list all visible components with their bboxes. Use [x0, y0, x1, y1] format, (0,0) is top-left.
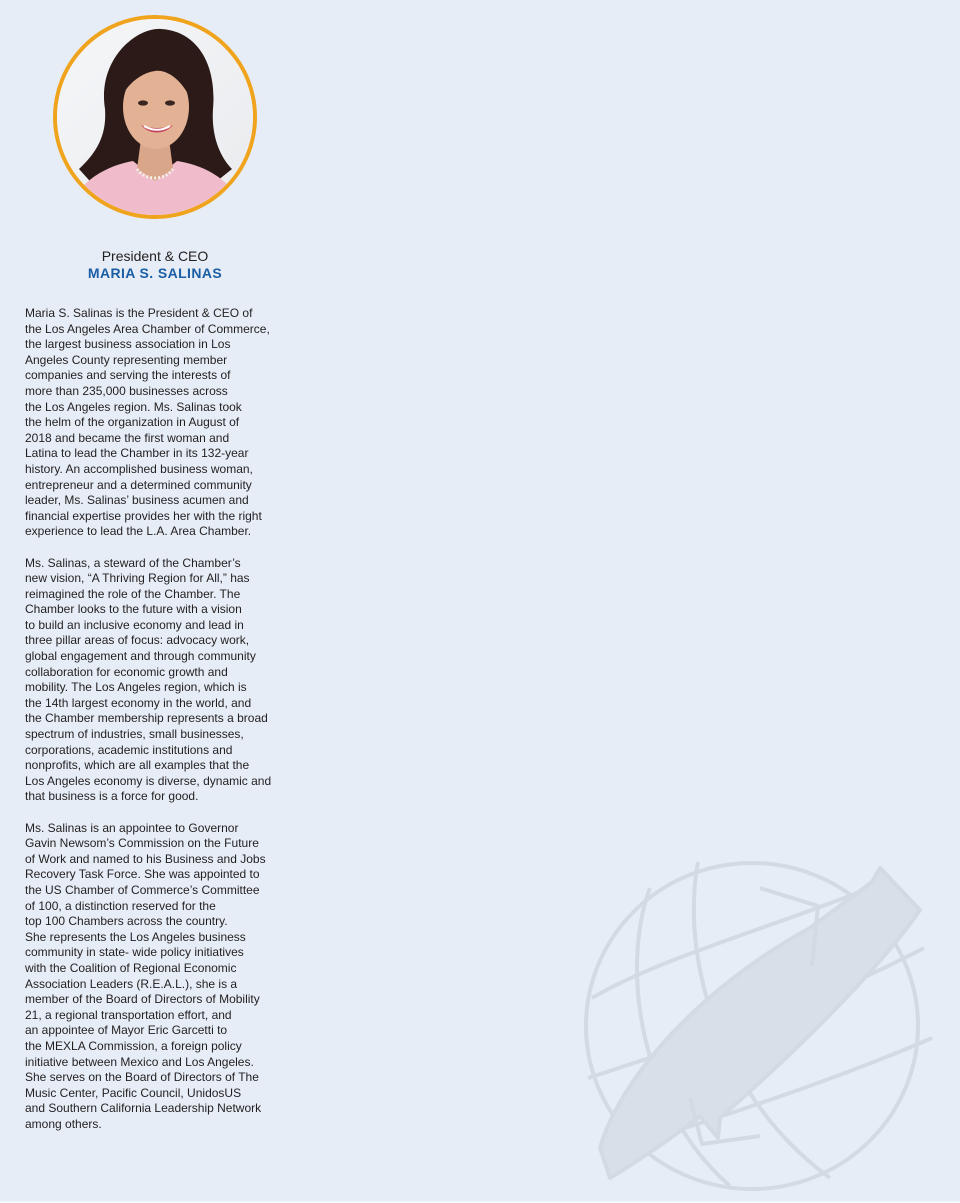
bio-paragraph: Ms. Salinas, a steward of the Chamber’s new vision, “A Thriving Region for All,” has reimagined the role of the Chamber. The Chamber looks to the future with a vision to build an inclusive economy and lead in three pillar areas of focus: advocacy work, global engagement and through community collaboration for economic growth and mobility. The Los Angeles region, which is the 14th largest economy in the world, and the Chamber membership represents a broad spectrum of industries, small businesses, corporations, academic institutions and nonprofits, which are all examples that the Los Angeles economy is diverse, dynamic and that business is a force for good. [25, 555, 272, 804]
portrait-illustration [57, 19, 253, 215]
globe-watermark [580, 848, 950, 1193]
name-block [25, 248, 285, 282]
person-name: MARIA S. SALINAS [87, 265, 223, 281]
globe-arrow-icon [580, 848, 950, 1193]
bio-paragraph: Ms. Salinas is an appointee to Governor Gavin Newsom’s Commission on the Future of Work and named to his Business and Jobs Recovery Task Force. She was appointed to the US Chamber of Commerce’s Committee of 100, a distinction reserved for the top 100 Chambers across the country. She represents the Los Angeles business community in state- wide policy initiatives with the Coalition of Regional Economic Association Leaders (R.E.A.L.), she is a member of the Board of Directors of Mobility 21, a regional transportation effort, and an appointee of Mayor Eric Garcetti to the MEXLA Commission, a foreign policy initiative between Mexico and Los Angeles. She serves on the Board of Directors of The Music Center, Pacific Council, UnidosUS and Southern California Leadership Network among others. [25, 820, 266, 1131]
biography [25, 306, 295, 1148]
portrait-photo [53, 15, 257, 219]
job-title: President & CEO [101, 248, 209, 264]
bio-paragraph: Maria S. Salinas is the President & CEO of the Los Angeles Area Chamber of Commerce, the largest business association in Los Angeles County representing member companies and serving the interests of more than 235,000 businesses across the Los Angeles region. Ms. Salinas took the helm of the organization in August of 2018 and became the first woman and Latina to lead the Chamber in its 132-year history. An accomplished business woman, entrepreneur and a determined community leader, Ms. Salinas’ business acumen and financial expertise provides her with the right experience to lead the L.A. Area Chamber. [25, 306, 270, 539]
